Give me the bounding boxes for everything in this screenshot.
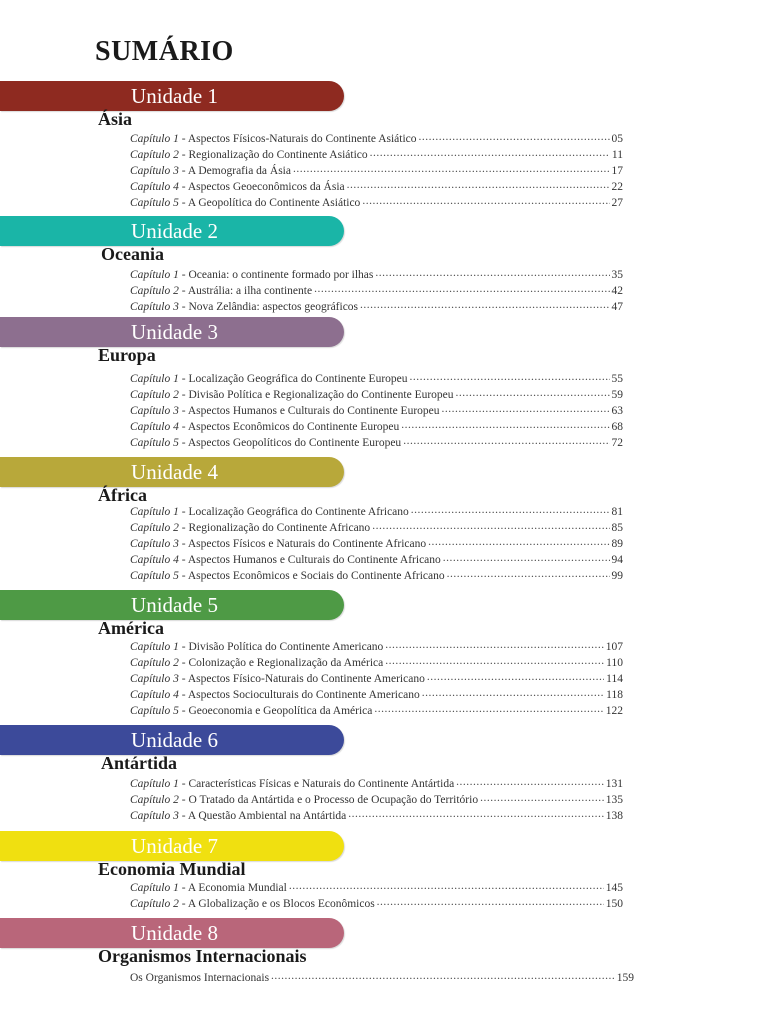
toc-entry[interactable] (130, 388, 623, 403)
page-number: 107 (605, 641, 623, 653)
dot-leader (377, 897, 604, 912)
page-number: 99 (611, 570, 623, 582)
unit-header-5: Unidade 5 (0, 590, 344, 620)
page-number: 47 (611, 301, 623, 313)
page-number: 22 (611, 181, 623, 193)
page-number: 145 (605, 882, 623, 894)
dot-leader (401, 420, 609, 435)
toc-entry-title: Capítulo 3 - A Questão Ambiental na Antártida (130, 810, 347, 822)
toc-entry-title: Capítulo 4 - Aspectos Geoeconômicos da Ásia (130, 181, 345, 193)
unit-region-title: América (98, 618, 164, 638)
toc-entry[interactable] (130, 640, 623, 655)
toc-entry[interactable] (130, 372, 623, 387)
page-number: 81 (611, 506, 623, 518)
chapter-number: Capítulo 4 (130, 689, 179, 701)
toc-entry[interactable] (130, 284, 623, 299)
toc-entry[interactable] (130, 897, 623, 912)
toc-entry-title: Capítulo 1 - A Economia Mundial (130, 882, 287, 894)
toc-entry[interactable] (130, 436, 623, 451)
toc-entry-title: Capítulo 5 - Aspectos Geopolíticos do Continente Europeu (130, 437, 402, 449)
dot-leader (370, 148, 610, 163)
chapter-number: Capítulo 1 (130, 641, 179, 653)
chapter-number: Capítulo 4 (130, 421, 179, 433)
page-number: 63 (611, 405, 623, 417)
toc-entry[interactable] (130, 881, 623, 896)
toc-entry[interactable] (130, 971, 634, 986)
unit-region-title: Antártida (101, 753, 177, 773)
toc-entry-title: Capítulo 3 - Aspectos Humanos e Culturais do Continente Europeu (130, 405, 440, 417)
toc-entry[interactable] (130, 553, 623, 568)
page-number: 131 (605, 778, 623, 790)
dot-leader (443, 553, 610, 568)
chapter-number: Capítulo 4 (130, 554, 179, 566)
toc-entry-title: Capítulo 3 - Aspectos Físicos e Naturais do Continente Africano (130, 538, 427, 550)
dot-leader (410, 372, 610, 387)
dot-leader (403, 436, 609, 451)
toc-entry-title: Capítulo 1 - Características Físicas e Naturais do Continente Antártida (130, 778, 455, 790)
unit-header-8: Unidade 8 (0, 918, 344, 948)
toc-entry-title: Capítulo 4 - Aspectos Humanos e Culturais do Continente Africano (130, 554, 441, 566)
page-number: 110 (606, 657, 623, 669)
toc-entry[interactable] (130, 300, 623, 315)
chapter-number: Capítulo 3 (130, 673, 179, 685)
unit-region-title: Ásia (98, 109, 133, 129)
dot-leader (362, 196, 609, 211)
dot-leader (422, 688, 604, 703)
toc-entry-title: Capítulo 1 - Localização Geográfica do Continente Africano (130, 506, 409, 518)
toc-entry-title: Os Organismos Internacionais (130, 972, 270, 984)
toc-entry[interactable] (130, 809, 623, 824)
toc-entry[interactable] (130, 672, 623, 687)
page-number: 150 (605, 898, 623, 910)
unit-header-7: Unidade 7 (0, 831, 344, 861)
page-number: 72 (611, 437, 623, 449)
page-number: 42 (611, 285, 623, 297)
chapter-number: Capítulo 3 (130, 301, 179, 313)
chapter-number: Capítulo 5 (130, 705, 179, 717)
unit-header-2: Unidade 2 (0, 216, 344, 246)
chapter-number: Capítulo 2 (130, 794, 179, 806)
dot-leader (419, 132, 610, 147)
dot-leader (293, 164, 610, 179)
chapter-number: Capítulo 1 (130, 882, 179, 894)
unit-region-title: Europa (98, 345, 156, 365)
toc-entry[interactable] (130, 793, 623, 808)
toc-entry-title: Capítulo 2 - O Tratado da Antártida e o Processo de Ocupação do Território (130, 794, 479, 806)
toc-entry[interactable] (130, 777, 623, 792)
toc-entry-title: Capítulo 2 - Regionalização do Continente Asiático (130, 149, 368, 161)
chapter-number: Capítulo 2 (130, 657, 179, 669)
chapter-number: Capítulo 1 (130, 373, 179, 385)
toc-entry[interactable] (130, 148, 623, 163)
toc-entry-title: Capítulo 1 - Oceania: o continente formado por ilhas (130, 269, 374, 281)
page-number: 89 (611, 538, 623, 550)
page-number: 17 (611, 165, 623, 177)
chapter-number: Capítulo 5 (130, 570, 179, 582)
dot-leader (480, 793, 604, 808)
chapter-number: Capítulo 3 (130, 538, 179, 550)
page-number: 94 (611, 554, 623, 566)
dot-leader (372, 521, 609, 536)
dot-leader (442, 404, 610, 419)
toc-entry-title: Capítulo 2 - A Globalização e os Blocos Econômicos (130, 898, 375, 910)
chapter-number: Capítulo 3 (130, 810, 179, 822)
dot-leader (347, 180, 610, 195)
chapter-number: Capítulo 2 (130, 898, 179, 910)
page-number: 118 (606, 689, 623, 701)
toc-entry[interactable] (130, 704, 623, 719)
dot-leader (360, 300, 609, 315)
page-number: 59 (611, 389, 623, 401)
chapter-number: Capítulo 3 (130, 405, 179, 417)
toc-entry-title: Capítulo 1 - Aspectos Físicos-Naturais do Continente Asiático (130, 133, 417, 145)
unit-header-4: Unidade 4 (0, 457, 344, 487)
chapter-number: Capítulo 2 (130, 149, 179, 161)
toc-entry[interactable] (130, 521, 623, 536)
chapter-number: Capítulo 2 (130, 389, 179, 401)
dot-leader (271, 971, 615, 986)
toc-entry[interactable] (130, 569, 623, 584)
toc-entry-title: Capítulo 2 - Divisão Política e Regionalização do Continente Europeu (130, 389, 454, 401)
page-number: 159 (616, 972, 634, 984)
dot-leader (428, 537, 609, 552)
toc-entry-title: Capítulo 3 - A Demografia da Ásia (130, 165, 291, 177)
unit-region-title: Economia Mundial (98, 859, 246, 879)
toc-entry-title: Capítulo 5 - Aspectos Econômicos e Sociais do Continente Africano (130, 570, 445, 582)
dot-leader (456, 388, 610, 403)
chapter-number: Capítulo 2 (130, 522, 179, 534)
page-number: 27 (611, 197, 623, 209)
toc-entry-title: Capítulo 2 - Austrália: a ilha continente (130, 285, 313, 297)
toc-entry-title: Capítulo 2 - Colonização e Regionalização da América (130, 657, 384, 669)
unit-header-3: Unidade 3 (0, 317, 344, 347)
dot-leader (348, 809, 604, 824)
chapter-number: Capítulo 3 (130, 165, 179, 177)
toc-entry-title: Capítulo 2 - Regionalização do Continente Africano (130, 522, 371, 534)
unit-region-title: Oceania (101, 244, 164, 264)
page-number: 114 (606, 673, 623, 685)
dot-leader (456, 777, 604, 792)
unit-header-1: Unidade 1 (0, 81, 344, 111)
toc-entry-title: Capítulo 4 - Aspectos Socioculturais do Continente Americano (130, 689, 420, 701)
toc-entry-title: Capítulo 3 - Nova Zelândia: aspectos geográficos (130, 301, 359, 313)
chapter-number: Capítulo 1 (130, 506, 179, 518)
page-number: 138 (605, 810, 623, 822)
toc-entry[interactable] (130, 196, 623, 211)
page-number: 122 (605, 705, 623, 717)
toc-entry[interactable] (130, 180, 623, 195)
chapter-number: Capítulo 5 (130, 437, 179, 449)
unit-region-title: Organismos Internacionais (98, 946, 307, 966)
page-number: 35 (611, 269, 623, 281)
dot-leader (411, 505, 610, 520)
toc-entry-title: Capítulo 5 - Geoeconomia e Geopolítica da América (130, 705, 373, 717)
toc-entry-title: Capítulo 4 - Aspectos Econômicos do Continente Europeu (130, 421, 400, 433)
page-number: 05 (611, 133, 623, 145)
dot-leader (289, 881, 604, 896)
unit-region-title: África (98, 485, 147, 505)
dot-leader (427, 672, 604, 687)
chapter-number: Capítulo 1 (130, 133, 179, 145)
toc-entry[interactable] (130, 404, 623, 419)
dot-leader (374, 704, 603, 719)
toc-entry[interactable] (130, 268, 623, 283)
toc-entry-title: Capítulo 3 - Aspectos Físico-Naturais do Continente Americano (130, 673, 425, 685)
chapter-number: Capítulo 1 (130, 269, 179, 281)
chapter-number: Capítulo 2 (130, 285, 179, 297)
dot-leader (447, 569, 610, 584)
chapter-number: Capítulo 1 (130, 778, 179, 790)
chapter-number: Capítulo 5 (130, 197, 179, 209)
unit-header-6: Unidade 6 (0, 725, 344, 755)
toc-entry[interactable] (130, 420, 623, 435)
dot-leader (314, 284, 609, 299)
toc-entry[interactable] (130, 505, 623, 520)
toc-entry[interactable] (130, 132, 623, 147)
toc-entry[interactable] (130, 688, 623, 703)
dot-leader (375, 268, 609, 283)
toc-entry-title: Capítulo 1 - Divisão Política do Continente Americano (130, 641, 384, 653)
toc-entry-title: Capítulo 1 - Localização Geográfica do Continente Europeu (130, 373, 408, 385)
dot-leader (385, 640, 603, 655)
toc-entry[interactable] (130, 656, 623, 671)
toc-entry[interactable] (130, 164, 623, 179)
page-number: 11 (611, 149, 623, 161)
toc-entry[interactable] (130, 537, 623, 552)
page-number: 135 (605, 794, 623, 806)
dot-leader (385, 656, 604, 671)
chapter-number: Capítulo 4 (130, 181, 179, 193)
toc-entry-title: Capítulo 5 - A Geopolítica do Continente Asiático (130, 197, 361, 209)
page-number: 55 (611, 373, 623, 385)
page-number: 85 (611, 522, 623, 534)
page-title: SUMÁRIO (95, 36, 234, 67)
page-number: 68 (611, 421, 623, 433)
